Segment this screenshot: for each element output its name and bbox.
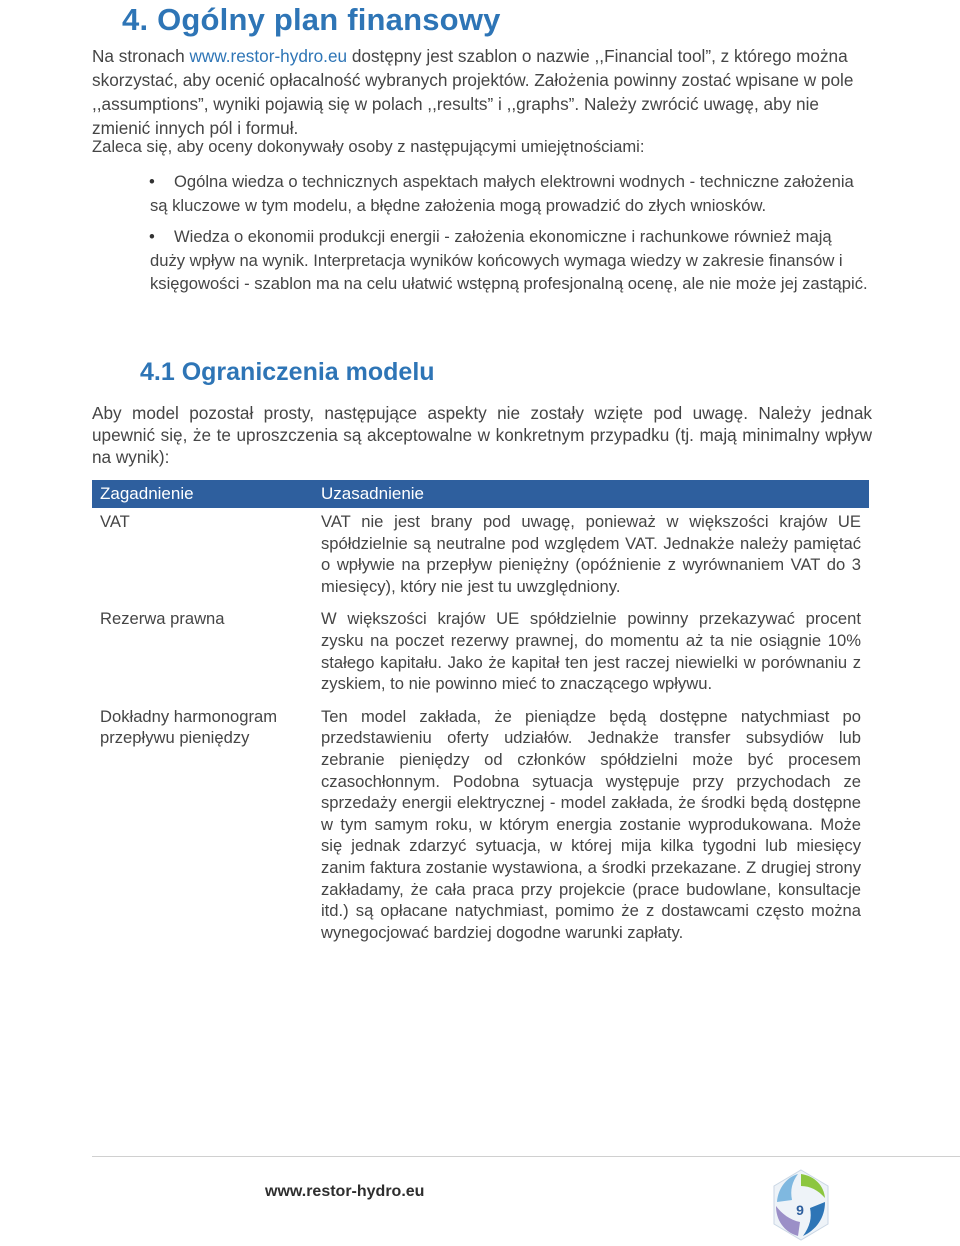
skills-list: [150, 170, 870, 304]
list-item: [150, 225, 870, 296]
intro-paragraph: [92, 44, 872, 140]
section-heading: 4.1 Ograniczenia modelu: [140, 358, 435, 386]
list-item-text: Ogólna wiedza o technicznych aspektach małych elektrowni wodnych - techniczne założenia są kluczowe w tym modelu, a błędne założenia mogą prowadzić do złych wniosków.: [150, 172, 854, 215]
table-row: [92, 605, 869, 702]
bullet-icon: •: [149, 227, 155, 246]
footer-url[interactable]: www.restor-hydro.eu: [265, 1183, 425, 1200]
reason-cell: Ten model zakłada, że pieniądze będą dostępne natychmiast po przedstawieniu oferty udziałów. Jednakże transfer subsydiów lub zebranie pieniędzy od członków spółdzielni może być procesem czasochłonnym. Podobna sytuacja występuje przy przychodach ze sprzedaży energii elektrycznej - model zakłada, że środki będą dostępne w tym samym roku, w którym energia zostanie wyprodukowana. Może się jednak zdarzyć sytuacja, w której mija kilka tygodni lub miesięcy zanim faktura zostanie wystawiona, a środki przekazane. Z drugiej strony zakładamy, że cała praca przy projekcie (prace budowlane, konsultacje itd.) są opłacane natychmiast, pomimo że z dostawcami często można wynegocjować bardziej dogodne warunki zapłaty.: [321, 706, 861, 942]
website-link[interactable]: www.restor-hydro.eu: [189, 46, 348, 66]
skills-intro: Zaleca się, aby oceny dokonywały osoby z następującymi umiejętnościami:: [92, 137, 645, 156]
list-item: [150, 170, 870, 217]
limitations-table: [92, 480, 869, 951]
column-header-reason: Uzasadnienie: [313, 480, 869, 508]
bullet-icon: •: [149, 172, 155, 191]
section-intro: Aby model pozostał prosty, następujące aspekty nie zostały wzięte pod uwagę. Należy jednak upewnić się, że te uproszczenia są akceptowalne w konkretnym przypadku (tj. mają minimalny wpływ na wynik):: [92, 403, 872, 467]
topic-cell: Dokładny harmonogram przepływu pieniędzy: [100, 706, 278, 748]
intro-rest: dostępny jest szablon o nazwie ,,Financial tool”, z którego można skorzystać, aby ocenić opłacalność wybranych projektów. Założenia powinny zostać wpisane w pole ,,assumptions”, wyniki pojawią się w polach ,,results” i ,,graphs”. Należy zwrócić uwagę, aby nie zmienić innych pól i formuł.: [92, 46, 854, 138]
topic-cell: Rezerwa prawna: [100, 609, 225, 629]
column-header-topic: Zagadnienie: [92, 480, 313, 508]
table-row: [92, 508, 869, 605]
list-item-text: Wiedza o ekonomii produkcji energii - założenia ekonomiczne i rachunkowe również mają duży wpływ na wynik. Interpretacja wyników końcowych wymaga wiedzy w zakresie finansów i księgowości - szablon ma na celu ułatwić wstępną profesjonalną ocenę, ale nie może jej zastąpić.: [150, 227, 868, 293]
topic-cell: VAT: [100, 512, 130, 531]
reason-cell: W większości krajów UE spółdzielnie powinny przekazywać procent zysku na poczet rezerwy prawnej, do momentu aż ta nie osiągnie 10% stałego kapitału. Jako że kapitał ten jest raczej niewielki w porównaniu z zyskiem, to nie powinno mieć to znaczącego wpływu.: [321, 609, 861, 694]
page-number: 9: [796, 1202, 804, 1218]
table-row: [92, 703, 869, 952]
page-heading: 4. Ogólny plan finansowy: [122, 2, 501, 37]
intro-prefix: Na stronach: [92, 46, 190, 66]
table-header-row: [92, 480, 869, 508]
reason-cell: VAT nie jest brany pod uwagę, ponieważ w większości krajów UE spółdzielnie są neutralne pod względem VAT. Jednakże należy pamiętać o wpływie na przepływ pieniężny (opóźnienie z wyrównaniem VAT do 3 miesięcy), który nie jest tu uwzględniony.: [321, 512, 861, 596]
footer-divider: [92, 1156, 960, 1157]
